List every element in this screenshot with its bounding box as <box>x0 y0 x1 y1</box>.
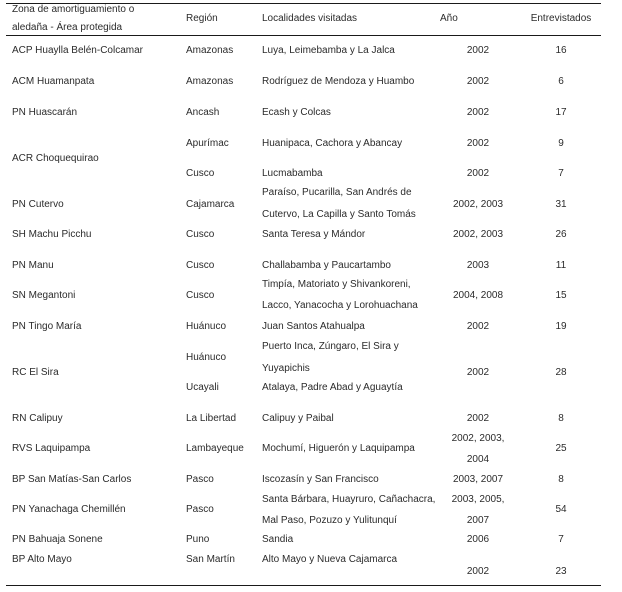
cell-region: Pasco <box>186 504 214 515</box>
cell-year: 2002 <box>466 413 490 424</box>
cell-year: 2002 <box>466 566 490 577</box>
cell-localities: Ecash y Colcas <box>262 107 331 118</box>
table-bottom-rule <box>6 585 601 586</box>
cell-localities-line1: Paraíso, Pucarilla, San Andrés de <box>262 187 412 198</box>
cell-interviewed: 15 <box>555 290 567 301</box>
cell-localities-line2: Lacco, Yanacocha y Lorohuachana <box>262 300 418 311</box>
cell-localities: Calipuy y Paibal <box>262 413 334 424</box>
cell-year: 2006 <box>466 534 490 545</box>
cell-localities: Huanipaca, Cachora y Abancay <box>262 138 403 149</box>
cell-localities: Rodríguez de Mendoza y Huambo <box>262 76 415 87</box>
cell-localities-line2: Yuyapichis <box>262 363 310 374</box>
cell-year: 2002 <box>466 107 490 118</box>
cell-year: 2002 <box>466 138 490 149</box>
cell-localities: Iscozasín y San Francisco <box>262 474 379 485</box>
cell-region: Lambayeque <box>186 443 244 454</box>
cell-localities-line2: Cutervo, La Capilla y Santo Tomás <box>262 209 416 220</box>
cell-zone: PN Huascarán <box>12 107 78 118</box>
cell-year-line1: 2002, 2003, <box>451 433 505 444</box>
cell-region: Cusco <box>186 229 215 240</box>
cell-zone: BP Alto Mayo <box>12 554 72 565</box>
cell-year: 2002 <box>466 367 490 378</box>
cell-localities-line1: Puerto Inca, Zúngaro, El Sira y <box>262 341 399 352</box>
header-localities: Localidades visitadas <box>262 13 358 24</box>
cell-localities: Sandia <box>262 534 294 545</box>
cell-localities-line3: Atalaya, Padre Abad y Aguaytía <box>262 382 403 393</box>
cell-region: Amazonas <box>186 45 234 56</box>
cell-region: Cusco <box>186 290 215 301</box>
cell-interviewed: 54 <box>555 504 567 515</box>
header-rule <box>6 35 601 36</box>
cell-region-line1: Huánuco <box>186 352 227 363</box>
cell-interviewed: 17 <box>555 107 567 118</box>
cell-region: San Martín <box>186 554 235 565</box>
cell-localities: Challabamba y Paucartambo <box>262 260 391 271</box>
cell-year-line1: 2003, 2005, <box>451 494 505 505</box>
cell-region: Apurímac <box>186 138 229 149</box>
header-interviewed: Entrevistados <box>530 13 592 24</box>
cell-localities-line1: Timpía, Matoriato y Shivankoreni, <box>262 279 411 290</box>
cell-year: 2003 <box>466 260 490 271</box>
cell-zone: PN Manu <box>12 260 54 271</box>
cell-region: Cajamarca <box>186 199 235 210</box>
cell-year: 2002 <box>466 321 490 332</box>
cell-interviewed: 8 <box>558 413 564 424</box>
cell-zone: RN Calipuy <box>12 413 63 424</box>
cell-year: 2002, 2003 <box>452 199 504 210</box>
cell-zone: RC El Sira <box>12 367 59 378</box>
cell-year: 2002 <box>466 168 490 179</box>
header-zone-line1: Zona de amortiguamiento o <box>12 4 135 15</box>
cell-year: 2004, 2008 <box>452 290 504 301</box>
cell-localities: Lucmabamba <box>262 168 323 179</box>
cell-region: Puno <box>186 534 210 545</box>
cell-region: Pasco <box>186 474 214 485</box>
cell-localities: Santa Teresa y Mándor <box>262 229 366 240</box>
cell-interviewed: 23 <box>555 566 567 577</box>
cell-interviewed: 6 <box>558 76 564 87</box>
header-region: Región <box>186 13 218 24</box>
cell-interviewed: 31 <box>555 199 567 210</box>
cell-interviewed: 9 <box>558 138 564 149</box>
cell-year-line2: 2004 <box>466 454 490 465</box>
cell-localities: Mochumí, Higuerón y Laquipampa <box>262 443 415 454</box>
cell-interviewed: 26 <box>555 229 567 240</box>
cell-region: Ancash <box>186 107 220 118</box>
cell-year: 2002 <box>466 45 490 56</box>
cell-interviewed: 19 <box>555 321 567 332</box>
cell-zone: BP San Matías-San Carlos <box>12 474 132 485</box>
cell-zone: RVS Laquipampa <box>12 443 91 454</box>
cell-region: Cusco <box>186 260 215 271</box>
cell-year: 2002 <box>466 76 490 87</box>
cell-region-line2: Ucayali <box>186 382 219 393</box>
cell-region: Amazonas <box>186 76 234 87</box>
cell-zone: PN Cutervo <box>12 199 64 210</box>
cell-zone: PN Bahuaja Sonene <box>12 534 103 545</box>
cell-zone: PN Tingo María <box>12 321 82 332</box>
cell-localities: Luya, Leimebamba y La Jalca <box>262 45 395 56</box>
cell-localities-line2: Mal Paso, Pozuzo y Yulitunquí <box>262 515 397 526</box>
cell-zone: SH Machu Picchu <box>12 229 92 240</box>
cell-zone: ACR Choquequirao <box>12 153 99 164</box>
cell-localities-line1: Santa Bárbara, Huayruro, Cañachacra, <box>262 494 436 505</box>
header-zone-line2: aledaña - Área protegida <box>12 22 123 33</box>
cell-zone: PN Yanachaga Chemillén <box>12 504 126 515</box>
cell-year: 2003, 2007 <box>452 474 504 485</box>
cell-interviewed: 7 <box>558 168 564 179</box>
cell-zone: ACM Huamanpata <box>12 76 95 87</box>
cell-region: Huánuco <box>186 321 227 332</box>
cell-interviewed: 7 <box>558 534 564 545</box>
cell-year-line2: 2007 <box>466 515 490 526</box>
cell-interviewed: 28 <box>555 367 567 378</box>
cell-interviewed: 16 <box>555 45 567 56</box>
cell-region: La Libertad <box>186 413 237 424</box>
cell-localities: Juan Santos Atahualpa <box>262 321 365 332</box>
cell-year: 2002, 2003 <box>452 229 504 240</box>
cell-zone: SN Megantoni <box>12 290 76 301</box>
header-year: Año <box>440 13 458 24</box>
cell-interviewed: 11 <box>555 260 567 271</box>
cell-interviewed: 25 <box>555 443 567 454</box>
cell-interviewed: 8 <box>558 474 564 485</box>
cell-zone: ACP Huaylla Belén-Colcamar <box>12 45 143 56</box>
cell-localities: Alto Mayo y Nueva Cajamarca <box>262 554 398 565</box>
cell-region: Cusco <box>186 168 215 179</box>
